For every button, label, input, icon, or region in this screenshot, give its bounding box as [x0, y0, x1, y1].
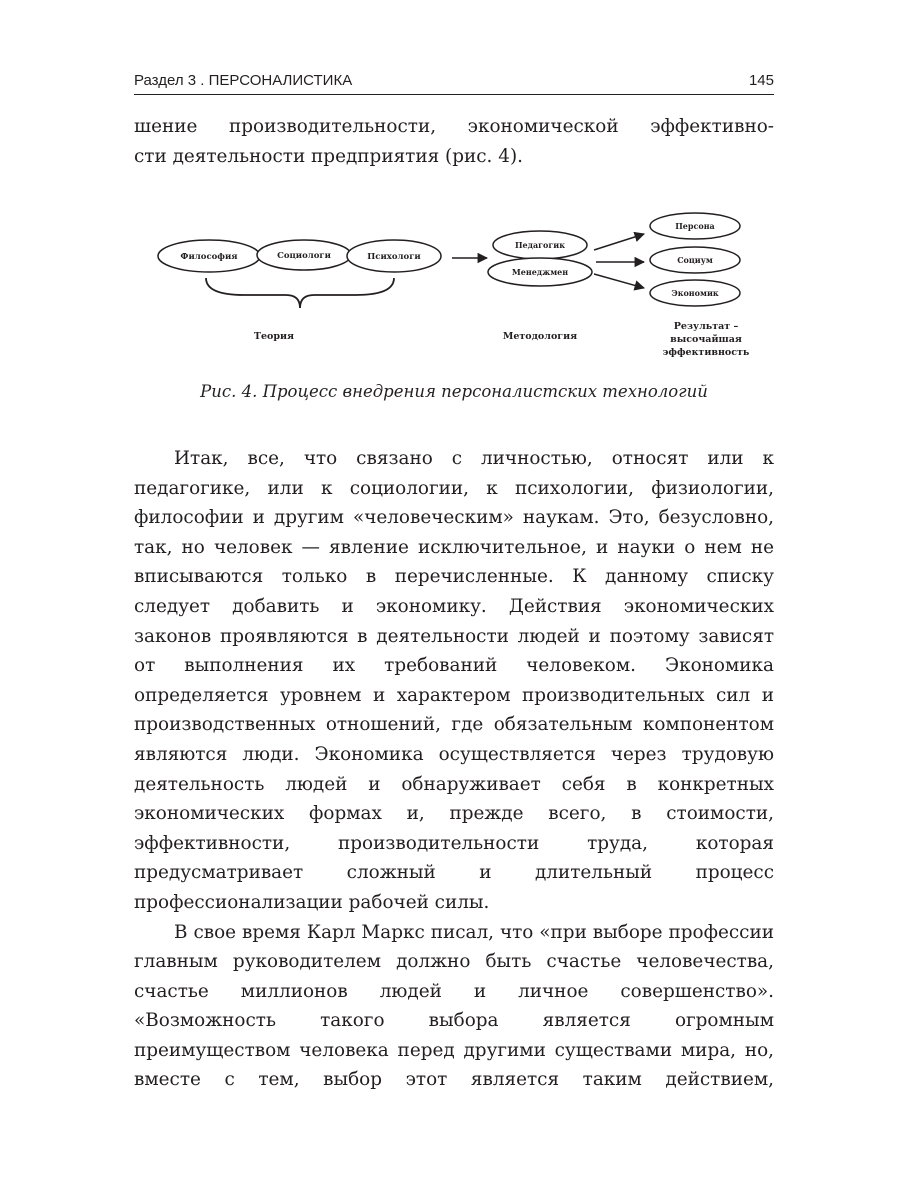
node-management-label: Менеджмен	[511, 267, 569, 277]
label-result-line-1: Результат –	[673, 321, 739, 332]
node-economy-label: Экономик	[671, 288, 719, 298]
node-psychology-label: Психологи	[367, 252, 421, 262]
node-sociology-label: Социологи	[277, 251, 331, 261]
figure-4-diagram	[134, 200, 774, 370]
node-pedagogy-label: Педагогик	[514, 240, 566, 250]
figure-caption: Рис. 4. Процесс внедрения персоналистских технологий	[200, 382, 708, 401]
running-head	[134, 72, 774, 95]
paragraph-1: Итак, все, что связано с личностью, относят или к педагогике, или к социологии, к психологии, физиологии, философии и другим «человеческим» наукам. Это, безусловно, так, но человек — явление исключительное, и науки о нем не вписываются только в перечисленные. К данному списку следует добавить и экономику. Действия экономических законов проявляются в деятельности людей и поэтому зависят от выполнения их требований человеком. Экономика определяется уровнем и характером производительных сил и производственных отношений, где обязательным компонентом являются люди. Экономика осуществляется через трудовую деятельность людей и обнаруживает себя в конкретных экономических формах и, прежде всего, в стоимости, эффективности, производительности труда, которая предусматривает сложный и длительный процесс профессионализации рабочей силы.	[134, 448, 774, 913]
paragraph-2: В свое время Карл Маркс писал, что «при выборе профессии главным руководителем должно быть счастье человечества, счастье миллионов людей и личное совершенство». «Возможность такого выбора является огромным преимуществом человека перед другими существами мира, но, вместе с тем, выбор этот является таким действием,	[134, 921, 774, 1091]
label-methodology: Методология	[502, 331, 578, 342]
label-result-line-2: высочайшая	[670, 334, 742, 345]
intro-line-2: сти деятельности предприятия (рис. 4).	[134, 145, 523, 167]
node-person-label: Персона	[675, 221, 715, 231]
node-philosophy-label: Философия	[180, 252, 238, 262]
intro-text	[134, 112, 774, 171]
section-title: Раздел 3 . ПЕРСОНАЛИСТИКА	[134, 72, 353, 89]
body-text	[134, 444, 774, 1095]
label-result-line-3: эффективность	[662, 347, 750, 358]
process-diagram	[134, 200, 774, 370]
intro-line-1: шение производительности, экономической эффективно-	[134, 116, 774, 137]
label-theory: Теория	[253, 331, 295, 342]
theory-brace	[206, 278, 394, 308]
node-society-label: Социум	[677, 255, 713, 265]
arrow-to-economy	[594, 274, 644, 288]
arrow-to-person	[594, 234, 644, 250]
page-number: 145	[748, 72, 774, 89]
